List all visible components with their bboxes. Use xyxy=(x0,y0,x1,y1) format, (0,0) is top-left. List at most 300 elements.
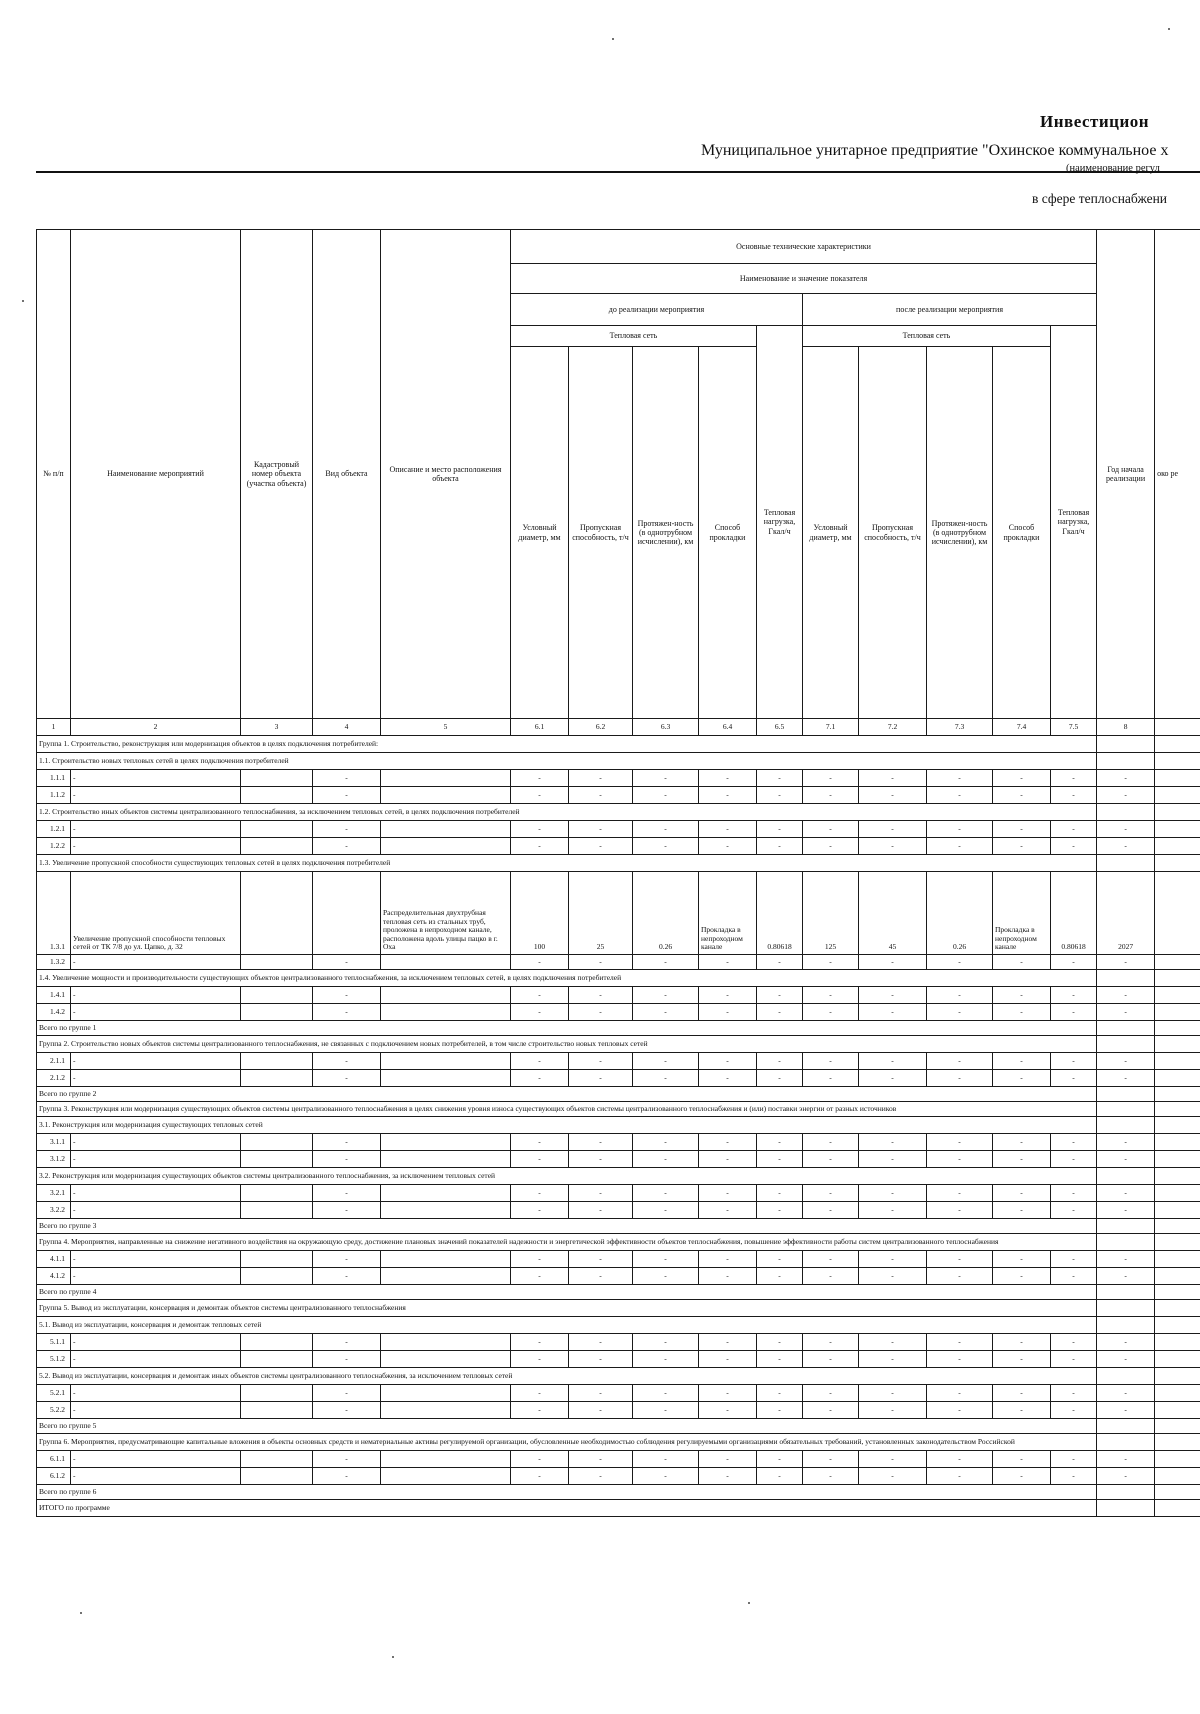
cell xyxy=(1155,1117,1200,1134)
program-title: Инвестицион xyxy=(1040,112,1150,131)
cell xyxy=(241,1268,313,1285)
cell: - xyxy=(569,1385,633,1402)
row-name: - xyxy=(71,987,241,1004)
table-row xyxy=(37,1053,1200,1070)
col-desc-header: Описание и место расположения объекта xyxy=(381,230,511,719)
measure-before-method: Прокладка в непроходном канале xyxy=(699,872,757,955)
cell xyxy=(381,1151,511,1168)
cell: - xyxy=(313,1134,381,1151)
cell: - xyxy=(313,1385,381,1402)
cell xyxy=(1155,1385,1200,1402)
section-group-1 xyxy=(37,736,1200,753)
section-group-2 xyxy=(37,1036,1200,1053)
section-1-3 xyxy=(37,855,1200,872)
cell: - xyxy=(927,821,993,838)
cell: - xyxy=(803,1268,859,1285)
cell: - xyxy=(927,1402,993,1419)
before-load-header: Тепловая нагрузка, Гкал/ч xyxy=(757,326,803,719)
cell xyxy=(1155,872,1200,955)
colnum: 3 xyxy=(241,719,313,736)
cell xyxy=(1155,804,1200,821)
section-5-1 xyxy=(37,1317,1200,1334)
cell xyxy=(1155,1036,1200,1053)
cell: - xyxy=(757,987,803,1004)
table-row xyxy=(37,770,1200,787)
table-row xyxy=(37,1185,1200,1202)
cell xyxy=(241,1185,313,1202)
cell xyxy=(241,1151,313,1168)
cell xyxy=(241,1351,313,1368)
cell: - xyxy=(1051,1004,1097,1021)
total-group-3 xyxy=(37,1219,1200,1234)
cell: - xyxy=(633,1402,699,1419)
section-title: 1.4. Увеличение мощности и производительности существующих объектов централизованного теплоснабжения, за исключением тепловых сетей, в целях подключения потребителей xyxy=(37,970,1097,987)
cell: - xyxy=(803,1402,859,1419)
cell xyxy=(1097,1036,1155,1053)
cell xyxy=(1097,1021,1155,1036)
cell: - xyxy=(757,1070,803,1087)
cell: - xyxy=(1097,838,1155,855)
cell: - xyxy=(757,1451,803,1468)
measure-after-diam: 125 xyxy=(803,872,859,955)
cell xyxy=(1097,753,1155,770)
cell xyxy=(381,1468,511,1485)
cell: - xyxy=(569,1468,633,1485)
row-number: 1.3.2 xyxy=(37,955,71,970)
after-capacity-header: Пропускная способность, т/ч xyxy=(859,347,927,719)
cell: - xyxy=(1097,821,1155,838)
cell: - xyxy=(1051,1151,1097,1168)
cell: - xyxy=(1097,1251,1155,1268)
cell: - xyxy=(1097,1202,1155,1219)
row-name: - xyxy=(71,1070,241,1087)
section-3-1 xyxy=(37,1117,1200,1134)
cell: - xyxy=(1051,1251,1097,1268)
cell: - xyxy=(859,1268,927,1285)
cell: - xyxy=(313,1334,381,1351)
cell: - xyxy=(1097,1385,1155,1402)
cell: - xyxy=(757,1251,803,1268)
cell: - xyxy=(1051,1070,1097,1087)
col-cadastre-header: Кадастровый номер объекта (участка объекта) xyxy=(241,230,313,719)
cell xyxy=(1155,955,1200,970)
cell: - xyxy=(757,1053,803,1070)
cell: - xyxy=(1051,1202,1097,1219)
cell: - xyxy=(511,1451,569,1468)
cell: - xyxy=(633,1451,699,1468)
cell: - xyxy=(1051,1134,1097,1151)
cell xyxy=(381,1451,511,1468)
cell: - xyxy=(633,1385,699,1402)
row-name: - xyxy=(71,787,241,804)
colnum: 7.4 xyxy=(993,719,1051,736)
cell xyxy=(1097,1087,1155,1102)
cell: - xyxy=(859,955,927,970)
cell: - xyxy=(1051,1402,1097,1419)
cell: - xyxy=(859,1451,927,1468)
section-5-2 xyxy=(37,1368,1200,1385)
cell: - xyxy=(569,1451,633,1468)
colnum: 6.4 xyxy=(699,719,757,736)
cell: - xyxy=(859,1134,927,1151)
cell: - xyxy=(699,1385,757,1402)
cell: - xyxy=(757,838,803,855)
row-name: - xyxy=(71,955,241,970)
cell: - xyxy=(1097,1451,1155,1468)
cell: - xyxy=(633,1334,699,1351)
after-load-header: Тепловая нагрузка, Гкал/ч xyxy=(1051,326,1097,719)
cell: - xyxy=(859,1004,927,1021)
cell: - xyxy=(757,1004,803,1021)
total-group-4 xyxy=(37,1285,1200,1300)
cell: - xyxy=(313,1451,381,1468)
cell: - xyxy=(569,1268,633,1285)
cell xyxy=(241,1451,313,1468)
cell: - xyxy=(927,1134,993,1151)
cell: - xyxy=(1097,1402,1155,1419)
cell: - xyxy=(859,1402,927,1419)
row-name: - xyxy=(71,1268,241,1285)
cell: - xyxy=(859,1351,927,1368)
row-number: 3.2.2 xyxy=(37,1202,71,1219)
cell xyxy=(1155,753,1200,770)
cell: - xyxy=(859,1053,927,1070)
cell: - xyxy=(511,987,569,1004)
cell xyxy=(1155,1368,1200,1385)
cell xyxy=(381,787,511,804)
row-name: - xyxy=(71,821,241,838)
cell: - xyxy=(1051,1468,1097,1485)
col-extra-header: око ре xyxy=(1155,230,1200,719)
cell xyxy=(241,838,313,855)
total-group-1 xyxy=(37,1021,1200,1036)
cell xyxy=(381,1185,511,1202)
cell xyxy=(241,1251,313,1268)
cell: - xyxy=(757,821,803,838)
cell: - xyxy=(313,838,381,855)
cell xyxy=(381,1004,511,1021)
cell: - xyxy=(699,838,757,855)
table-row xyxy=(37,1251,1200,1268)
cell xyxy=(1097,1168,1155,1185)
cell: - xyxy=(699,787,757,804)
colnum: 8 xyxy=(1097,719,1155,736)
cell: - xyxy=(633,1468,699,1485)
cell: - xyxy=(511,1468,569,1485)
cell xyxy=(241,1468,313,1485)
row-name: - xyxy=(71,838,241,855)
total-group-5 xyxy=(37,1419,1200,1434)
cell xyxy=(1155,1317,1200,1334)
row-number: 5.2.1 xyxy=(37,1385,71,1402)
cell: - xyxy=(633,838,699,855)
row-name: - xyxy=(71,1185,241,1202)
colnum: 4 xyxy=(313,719,381,736)
cell: - xyxy=(757,1134,803,1151)
table-row-measure xyxy=(37,872,1200,955)
cell: - xyxy=(633,1202,699,1219)
cell xyxy=(1155,1285,1200,1300)
measure-name: Увеличение пропускной способности тепловых сетей от ТК 7/8 до ул. Цапко, д. 32 xyxy=(71,872,241,955)
section-title: Группа 6. Мероприятия, предусматривающие капитальные вложения в объекты основных средств и нематериальные активы регулируемой организации, обусловленные необходимостью соблюдения регулируемыми организациями обязательных требований, установленных законодательством Российской xyxy=(37,1434,1097,1451)
colnum: 2 xyxy=(71,719,241,736)
cell xyxy=(241,1134,313,1151)
cell: - xyxy=(859,1151,927,1168)
cell: - xyxy=(1097,770,1155,787)
section-group-4 xyxy=(37,1234,1200,1251)
cell: - xyxy=(803,787,859,804)
cell: - xyxy=(859,838,927,855)
cell: - xyxy=(803,770,859,787)
cell: - xyxy=(1097,787,1155,804)
table-row xyxy=(37,1268,1200,1285)
cell: - xyxy=(1097,1185,1155,1202)
cell: - xyxy=(859,1070,927,1087)
cell: - xyxy=(1097,955,1155,970)
cell: - xyxy=(313,787,381,804)
cell xyxy=(1155,1434,1200,1451)
table-row xyxy=(37,1451,1200,1468)
indicator-header: Наименование и значение показателя xyxy=(511,264,1097,294)
table-row xyxy=(37,821,1200,838)
cell: - xyxy=(803,1202,859,1219)
cell: - xyxy=(803,1251,859,1268)
cell: - xyxy=(757,770,803,787)
cell xyxy=(1155,1070,1200,1087)
cell xyxy=(241,955,313,970)
cell: - xyxy=(757,1202,803,1219)
cell: - xyxy=(569,787,633,804)
cell: - xyxy=(757,955,803,970)
colnum xyxy=(1155,719,1200,736)
cell xyxy=(1155,1500,1200,1517)
cell: - xyxy=(699,1202,757,1219)
cell: - xyxy=(633,1053,699,1070)
cell xyxy=(313,872,381,955)
cell: - xyxy=(927,1468,993,1485)
cell: - xyxy=(803,1151,859,1168)
cell: - xyxy=(757,1268,803,1285)
header-rule xyxy=(36,171,1200,173)
row-name: - xyxy=(71,770,241,787)
cell xyxy=(1097,970,1155,987)
cell xyxy=(1155,1168,1200,1185)
cell: - xyxy=(927,987,993,1004)
cell: - xyxy=(993,1202,1051,1219)
colnum: 7.5 xyxy=(1051,719,1097,736)
measure-year: 2027 xyxy=(1097,872,1155,955)
cell xyxy=(1097,1234,1155,1251)
cell: - xyxy=(993,1451,1051,1468)
cell xyxy=(241,1334,313,1351)
measure-before-capacity: 25 xyxy=(569,872,633,955)
cell xyxy=(241,821,313,838)
cell xyxy=(241,1385,313,1402)
section-title: Группа 3. Реконструкция или модернизация существующих объектов системы централизованного теплоснабжения в целях снижения уровня износа существующих объектов системы централизованного теплоснабжения и (или) поставки энергии от разных источников xyxy=(37,1102,1097,1117)
row-number: 4.1.2 xyxy=(37,1268,71,1285)
colnum: 5 xyxy=(381,719,511,736)
cell: - xyxy=(699,1468,757,1485)
cell xyxy=(381,1202,511,1219)
section-group-5 xyxy=(37,1300,1200,1317)
organization-name: Муниципальное унитарное предприятие "Охинское коммунальное х xyxy=(701,142,1169,159)
cell: - xyxy=(569,1402,633,1419)
row-number: 5.1.1 xyxy=(37,1334,71,1351)
row-number: 1.2.2 xyxy=(37,838,71,855)
after-method-header: Способ прокладки xyxy=(993,347,1051,719)
total-group-6 xyxy=(37,1485,1200,1500)
measure-after-length: 0.26 xyxy=(927,872,993,955)
section-title: Группа 5. Вывод из эксплуатации, консервация и демонтаж объектов системы централизованного теплоснабжения xyxy=(37,1300,1097,1317)
cell: - xyxy=(927,1451,993,1468)
section-1-2 xyxy=(37,804,1200,821)
cell xyxy=(241,987,313,1004)
cell xyxy=(381,838,511,855)
cell xyxy=(1155,787,1200,804)
row-number: 1.4.2 xyxy=(37,1004,71,1021)
table-row xyxy=(37,1402,1200,1419)
cell: - xyxy=(927,1004,993,1021)
cell: - xyxy=(633,1070,699,1087)
cell: - xyxy=(927,1053,993,1070)
cell: - xyxy=(859,1251,927,1268)
cell: - xyxy=(699,1351,757,1368)
before-length-header: Протяжен-ность (в однотрубном исчислении), км xyxy=(633,347,699,719)
section-3-2 xyxy=(37,1168,1200,1185)
row-number: 6.1.1 xyxy=(37,1451,71,1468)
cell: - xyxy=(1097,1268,1155,1285)
cell: - xyxy=(699,1053,757,1070)
section-title: ИТОГО по программе xyxy=(37,1500,1097,1517)
cell: - xyxy=(569,838,633,855)
before-diam-header: Условный диаметр, мм xyxy=(511,347,569,719)
row-name: - xyxy=(71,1334,241,1351)
cell: - xyxy=(313,821,381,838)
table-row xyxy=(37,838,1200,855)
cell: - xyxy=(927,1385,993,1402)
cell xyxy=(381,987,511,1004)
cell: - xyxy=(511,1351,569,1368)
section-title: 5.2. Вывод из эксплуатации, консервация и демонтаж иных объектов системы централизованного теплоснабжения, за исключением тепловых сетей xyxy=(37,1368,1097,1385)
row-number: 5.1.2 xyxy=(37,1351,71,1368)
cell xyxy=(1155,1451,1200,1468)
cell: - xyxy=(1097,1468,1155,1485)
cell xyxy=(381,770,511,787)
section-title: Всего по группе 3 xyxy=(37,1219,1097,1234)
cell: - xyxy=(859,1334,927,1351)
cell: - xyxy=(313,1402,381,1419)
cell: - xyxy=(1051,1053,1097,1070)
section-title: Всего по группе 2 xyxy=(37,1087,1097,1102)
cell: - xyxy=(993,1351,1051,1368)
cell: - xyxy=(699,1334,757,1351)
cell: - xyxy=(511,1053,569,1070)
table-row xyxy=(37,955,1200,970)
row-number: 1.2.1 xyxy=(37,821,71,838)
cell: - xyxy=(927,787,993,804)
cell xyxy=(1097,1117,1155,1134)
cell xyxy=(1155,1185,1200,1202)
cell: - xyxy=(699,1185,757,1202)
cell: - xyxy=(927,1202,993,1219)
cell: - xyxy=(757,1385,803,1402)
cell: - xyxy=(1097,1151,1155,1168)
cell: - xyxy=(1097,1134,1155,1151)
cell xyxy=(1155,1202,1200,1219)
section-title: 3.2. Реконструкция или модернизация существующих объектов системы централизованного теплоснабжения, за исключением тепловых сетей xyxy=(37,1168,1097,1185)
cell: - xyxy=(569,1202,633,1219)
cell xyxy=(1155,1219,1200,1234)
cell xyxy=(1155,1402,1200,1419)
cell xyxy=(241,1202,313,1219)
cell: - xyxy=(1051,955,1097,970)
cell: - xyxy=(511,1268,569,1285)
cell: - xyxy=(313,1468,381,1485)
cell: - xyxy=(633,821,699,838)
section-title: Всего по группе 4 xyxy=(37,1285,1097,1300)
cell: - xyxy=(313,1185,381,1202)
section-title: 1.3. Увеличение пропускной способности существующих тепловых сетей в целях подключения потребителей xyxy=(37,855,1097,872)
cell: - xyxy=(993,1468,1051,1485)
cell xyxy=(1097,804,1155,821)
cell: - xyxy=(993,1268,1051,1285)
cell: - xyxy=(803,987,859,1004)
cell xyxy=(1155,1268,1200,1285)
cell xyxy=(1155,1021,1200,1036)
cell xyxy=(381,1385,511,1402)
cell: - xyxy=(511,1334,569,1351)
cell xyxy=(1097,1219,1155,1234)
cell: - xyxy=(927,1268,993,1285)
colnum: 6.3 xyxy=(633,719,699,736)
cell: - xyxy=(859,1468,927,1485)
cell: - xyxy=(511,1004,569,1021)
cell: - xyxy=(1097,1070,1155,1087)
row-name: - xyxy=(71,1004,241,1021)
measure-after-load: 0.80618 xyxy=(1051,872,1097,955)
cell: - xyxy=(313,1251,381,1268)
cell: - xyxy=(1097,1351,1155,1368)
table-row xyxy=(37,1385,1200,1402)
sphere-label: в сфере теплоснабжени xyxy=(1032,191,1168,206)
cell xyxy=(241,770,313,787)
cell: - xyxy=(1051,770,1097,787)
before-header: до реализации мероприятия xyxy=(511,294,803,326)
cell: - xyxy=(803,955,859,970)
cell: - xyxy=(633,770,699,787)
section-1-4 xyxy=(37,970,1200,987)
cell: - xyxy=(511,955,569,970)
before-method-header: Способ прокладки xyxy=(699,347,757,719)
cell: - xyxy=(993,987,1051,1004)
cell: - xyxy=(699,1004,757,1021)
cell: - xyxy=(803,1185,859,1202)
cell: - xyxy=(511,821,569,838)
cell: - xyxy=(699,1251,757,1268)
cell: - xyxy=(993,1334,1051,1351)
cell: - xyxy=(1097,987,1155,1004)
table-row xyxy=(37,1202,1200,1219)
after-header: после реализации мероприятия xyxy=(803,294,1097,326)
cell xyxy=(1155,970,1200,987)
cell: - xyxy=(699,770,757,787)
total-group-2 xyxy=(37,1087,1200,1102)
cell: - xyxy=(993,1004,1051,1021)
before-net-header: Тепловая сеть xyxy=(511,326,757,347)
cell: - xyxy=(803,1451,859,1468)
cell xyxy=(1155,1087,1200,1102)
col-type-header: Вид объекта xyxy=(313,230,381,719)
